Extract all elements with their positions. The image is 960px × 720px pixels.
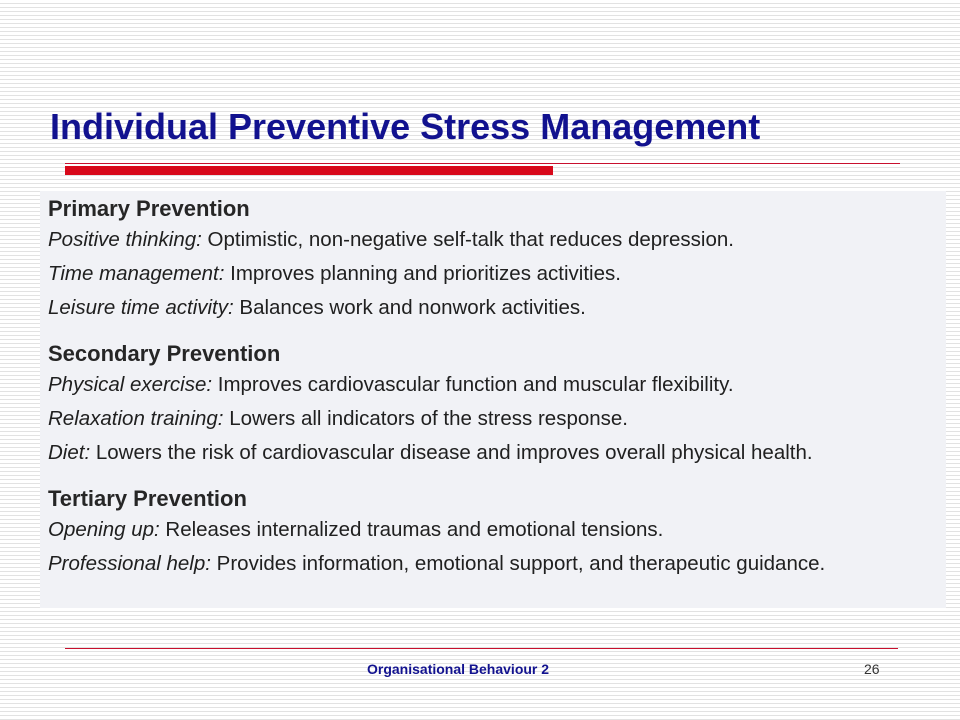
section-heading: Secondary Prevention — [48, 341, 281, 366]
list-item — [48, 223, 946, 257]
item-term: Leisure time activity: — [48, 296, 234, 319]
list-item — [48, 368, 946, 402]
item-description: Balances work and nonwork activities. — [233, 296, 586, 319]
item-description: Improves planning and prioritizes activities. — [224, 262, 621, 285]
section-heading: Tertiary Prevention — [48, 486, 247, 511]
item-term: Positive thinking: — [48, 228, 202, 251]
list-item — [48, 436, 946, 470]
footer-course-label: Organisational Behaviour 2 — [367, 661, 550, 677]
title-underline-thin — [65, 163, 900, 164]
item-term: Professional help: — [48, 552, 211, 575]
prevention-table — [40, 191, 946, 608]
item-term: Relaxation training: — [48, 407, 224, 430]
title-underline-accent — [65, 166, 553, 175]
item-description: Provides information, emotional support, and therapeutic guidance. — [210, 552, 826, 575]
item-description: Lowers the risk of cardiovascular disease and improves overall physical health. — [90, 441, 813, 464]
item-term: Diet: — [48, 441, 91, 464]
item-term: Time management: — [48, 262, 225, 285]
section-heading: Primary Prevention — [48, 196, 250, 221]
item-term: Physical exercise: — [48, 373, 213, 396]
item-description: Lowers all indicators of the stress response. — [223, 407, 628, 430]
section-primary-prevention — [48, 195, 946, 325]
item-description: Improves cardiovascular function and muscular flexibility. — [212, 373, 734, 396]
list-item — [48, 257, 946, 291]
item-term: Opening up: — [48, 518, 160, 541]
section-tertiary-prevention — [48, 485, 946, 581]
footer-divider — [65, 648, 898, 649]
slide-title: Individual Preventive Stress Management — [50, 106, 761, 147]
item-description: Optimistic, non-negative self-talk that reduces depression. — [201, 228, 734, 251]
section-secondary-prevention — [48, 340, 946, 470]
page-number: 26 — [864, 661, 880, 677]
item-description: Releases internalized traumas and emotional tensions. — [159, 518, 664, 541]
list-item — [48, 513, 946, 547]
list-item — [48, 402, 946, 436]
list-item — [48, 547, 946, 581]
list-item — [48, 291, 946, 325]
